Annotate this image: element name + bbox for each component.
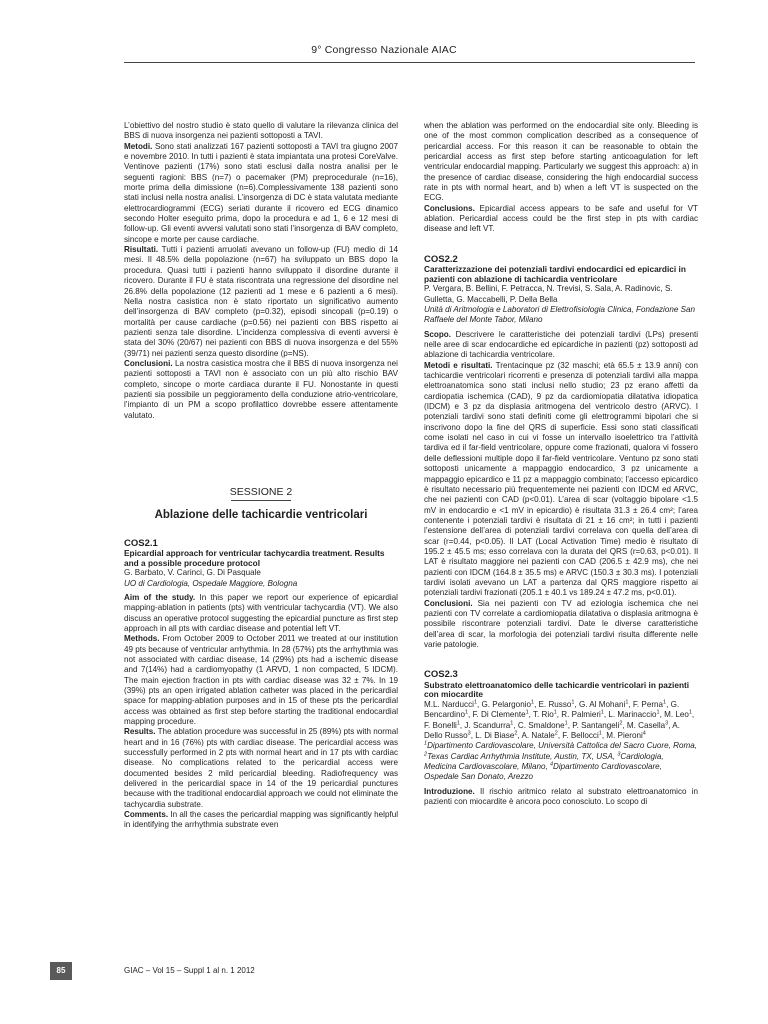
conclusioni-label: Conclusioni. bbox=[124, 358, 173, 368]
aim-text: In this paper we report our experience of epicardial mapping-ablation in patients (pts) with ventricular tachycardia (VT). We also discuss an operative protocol suggesting the epicardial puncture as first step approach in all pts with cardiac disease and potential left VT. bbox=[124, 592, 398, 633]
metodi-text: Sono stati analizzati 167 pazienti sottoposti a TAVI tra giugno 2007 e novembre 2010. In tutti i pazienti è stata impiantata una protesi CoreValve. Ventinove pazienti (17%) sono stati esclusi dalla nostra analisi per le seguenti ragioni: BBS (n=7) o pacemaker (PM) preprocedurale (n=16), morte prima della dimissione (n=6).Complessivamente 138 pazienti sono stati inclusi nella nostra analisi. L’insorgenza di DC è stata valutata mediante elettrocardiogrammi (ECG) seriati durante il ricovero ed ECG dinamico secondo Holter eseguito prima, dopo la procedura e ad 1, 6 e 12 mesi di follow-up. Gli eventi avversi valutati sono stati l’insorgenza di BAV completo, sincope e morte per cause cardiache. bbox=[124, 141, 398, 244]
comments-text: In all the cases the pericardial mapping was significantly helpful in identifying the arrhythmia substrate even bbox=[124, 810, 398, 830]
conclusioni-paragraph bbox=[124, 359, 398, 421]
conclusioni-paragraph bbox=[424, 599, 698, 651]
author: , M. Pieroni bbox=[601, 730, 643, 740]
conclusions-label: Conclusions. bbox=[424, 203, 475, 213]
author: , L. Marinaccio bbox=[603, 710, 657, 720]
author: , C. Smaldone bbox=[513, 720, 565, 730]
affiliation: Dipartimento Cardiovascolare, Università Cattolica del Sacro Cuore, Roma, bbox=[427, 741, 697, 751]
abstract-code: COS2.1 bbox=[124, 537, 158, 549]
session-rule bbox=[231, 500, 291, 501]
session-label: SESSIONE 2 bbox=[229, 485, 293, 498]
risultati-text: Tutti i pazienti arruolati avevano un follow-up (FU) medio di 14 mesi. Il 48.5% della popolazione (n=67) ha sviluppato un BBS dopo la procedura. Quasi tutti i pazienti hanno sviluppato il disordine durante il ricovero. Durante il FU è stata riscontrata una regressione del disordine nel 26.8% della popolazione (12 pazienti ad 1 mese e 6 pazienti a 6 mesi). Nella nostra casistica non è stato riportato un significativo aumento dell’insorgenza di BAV completo (p=0.32), episodi sincopali (p=0.19) o mortalità per cause cardiache (p=0.56) nei pazienti con BBS rispetto ai pazienti senza tale disordine. L’incidenza complessiva di eventi avversi è stata del 30% (20/67) nei pazienti con BBS di nuova insorgenza e del 55% (39/71) nei pazienti senza questo disordine (p=NS). bbox=[124, 245, 398, 358]
scopo-paragraph bbox=[424, 330, 698, 361]
comments-paragraph bbox=[124, 810, 398, 831]
author: , M. Leo bbox=[659, 710, 689, 720]
metodi-risultati-label: Metodi e risultati. bbox=[424, 360, 493, 370]
methods-label: Methods. bbox=[124, 634, 160, 644]
conclusions-text: Epicardial access appears to be safe and useful for VT ablation. Pericardial access could be the first step in pts with cardiac disease and left VT. bbox=[424, 203, 698, 234]
results-label: Results. bbox=[124, 727, 156, 737]
scopo-text: Descrivere le caratteristiche dei potenziali tardivi (LPs) presenti nelle aree di scar endocardiche ed epicardiche in pazienti (pz) sottoposti ad ablazione di tachicardia ventricolare. bbox=[424, 329, 698, 360]
metodi-risultati-paragraph bbox=[424, 361, 698, 599]
affiliation: Dipartimento Cardiovascolare, Ospedale San Donato, Arezzo bbox=[424, 761, 662, 782]
abstract-code: COS2.3 bbox=[424, 669, 458, 681]
abstract-affiliation: $^1$Dipartimento Cardiovascolare, Università Cattolica del Sacro Cuore, Roma, $^2$Texas Cardiac Arrhythmia Institute, Austin, TX, USA, $^3$Cardiologia, Medicina Cardiovascolare, Milano, $^4$Dipartimento Cardiovascolare, Ospedale San Donato, Arezzo bbox=[424, 740, 697, 782]
author: , E. Russo bbox=[534, 699, 572, 709]
conclusioni-text: Sia nei pazienti con TV ad eziologia ischemica che nei pazienti con TV correlate a cardiomiopatia dilatativa o displasia aritmogna è possibile riscontrare potenziali tardivi. Date le diverse caratteristiche dell’area di scar, la morfologia dei potenziali tardivi risulta differente nelle varie patologie. bbox=[424, 598, 698, 649]
metodi-label: Metodi. bbox=[124, 141, 153, 151]
left-column bbox=[124, 121, 398, 831]
affiliation: Cardiologia, Medicina Cardiovascolare, Milano, bbox=[424, 751, 664, 771]
conclusioni-text: La nostra casistica mostra che il BBS di nuova insorgenza nei pazienti sottoposti a TAVI non è associato con un più alto rischio BAV completo, sincope o morte cardiaca durante il FU. Nonostante in questi pazienti sia possibile un peggioramento della conduzione atrio-ventricolare, l’impianto di un PM a scopo profilattico dovrebbe essere attentamente valutato. bbox=[124, 358, 398, 420]
risultati-paragraph bbox=[124, 245, 398, 359]
aim-label: Aim of the study. bbox=[124, 592, 196, 602]
continuation-paragraph: when the ablation was performed on the endocardial site only. Bleeding is one of the most common complication described as a consequence of pericardial access. For this reason it can be reasonable to obtain the pericardial access as first step before starting anticoagulation for left ventricular endocardial mapping. Particularly we suggest this approach: a) in the presence of cardiac disease, considering the high endocardial success rate in pts with normal heart, and b) when a left VT is suspected on the ECG. bbox=[424, 121, 698, 203]
abstract-affiliation: Unità di Aritmologia e Laboratori di Elettrofisiologia Clinica, Fondazione San Raffaele del Monte Tabor, Milano bbox=[424, 305, 695, 325]
introduzione-label: Introduzione. bbox=[424, 786, 475, 796]
author: , M. Casella bbox=[622, 720, 666, 730]
author: , F. Bellocci bbox=[557, 730, 599, 740]
risultati-label: Risultati. bbox=[124, 245, 159, 255]
abstract-affiliation: UO di Cardiologia, Ospedale Maggiore, Bologna bbox=[124, 578, 298, 588]
author: , T. Rio bbox=[528, 710, 554, 720]
comments-label: Comments. bbox=[124, 810, 169, 820]
introduzione-text: Il rischio aritmico relato al substrato elettroanatomico in pazienti con miocardite è ancora poco conosciuto. Lo scopo di bbox=[424, 786, 698, 806]
abstract-code: COS2.2 bbox=[424, 253, 458, 265]
author: , F. Di Clemente bbox=[468, 710, 526, 720]
author: , A. Dello Russo bbox=[424, 720, 680, 740]
header-rule bbox=[124, 62, 695, 63]
author: , F. Bonelli bbox=[424, 710, 695, 730]
methods-text: From October 2009 to October 2011 we treated at our institution 49 pts because of ventricular arrhythmia. In 28 (57%) pts the arrhythmia was not associated with cardiac disease, 14 (29%) pts had a ischemic disease and 7(14%) had a cardiomyopathy (1 ARVD, 1 non compacted, 5 IDCM). The main ejection fraction in pts with cardiac disease was 32 ± 7%. In 19 (39%) pts an open irrigated ablation catheter was placed in the pericardial space for mapping-ablation purposes and in 15 of these pts the pericardial access was obtained as first step before starting the traditional endocardial mapping procedure. bbox=[124, 634, 398, 726]
abstract-authors: M.L. Narducci$^1$, G. Pelargonio$^1$, E. Russo$^1$, G. Al Mohani$^1$, F. Perna$^1$, G. Bencardino$^1$, F. Di Clemente$^1$, T. Rio$^1$, R. Palmieri$^1$, L. Marinaccio$^1$, M. Leo$^1$, F. Bonelli$^1$, J. Scandurra$^1$, C. Smaldone$^1$, P. Santangeli$^2$, M. Casella$^3$, A. Dello Russo$^3$, L. Di Biase$^2$, A. Natale$^2$, F. Bellocci$^1$, M. Pieroni$^4$ bbox=[424, 699, 695, 740]
abstract-authors: P. Vergara, B. Bellini, F. Petracca, N. Trevisi, S. Sala, A. Radinovic, S. Gulletta, G. Maccabelli, P. Della Bella bbox=[424, 284, 673, 304]
abstract-authors: G. Barbato, V. Carinci, G. Di Pasquale bbox=[124, 568, 261, 578]
author: , P. Santangeli bbox=[567, 720, 620, 730]
results-paragraph bbox=[124, 727, 398, 810]
metodi-paragraph bbox=[124, 142, 398, 245]
affiliation: Texas Cardiac Arrhythmia Institute, Austin, TX, USA, bbox=[427, 751, 618, 761]
metodi-risultati-text: Trentacinque pz (32 maschi; età 65.5 ± 13.9 anni) con tachicardie ventricolari ricorrenti e presenza di potenziali tardivi alla mappa elettroanatomica sono stati inclusi nello studio; 23 pz erano affetti da cardiopatia ischemica (CAD), 9 pz da cardiomiopatia dilatativa idiopatica (IDCM) e 3 pz da displasia aritmogena del ventricolo destro (ARVC). I potenziali tardivi sono stati definiti come gli elettrogrammi bipolari che si inscrivono dopo la fine del QRS di superficie. Essi sono stati classificati come isolati nel caso in cui vi fosse un intervallo isoelettrico tra l’attività tardiva ed il far-field ventricolare, oppure come frazionati, qualora vi fossero delle deflessioni multiple dopo il far-field ventricolare. Ventuno pz sono stati sottoposti unicamente a mappaggio endocardico, 3 pz unicamente a mappaggio epicardico e 11 pz a mappaggio combinato; l’accesso epicardico è risultato necessario più frequentemente nei pazienti con IDCM ed ARVC, che nei pazienti con CAD (p<0.01). L’area di scar (voltaggio bipolare <1.5 mV in endocardio e <1 mV in epicardio) è risultata 31.3 ± 26.4 cm²; l’area contenente i potenziali tardivi è risultata di 21 ± 16 cm²; in tutti i pazienti l’estensione dell’area di potenziali tardivi correlava con quella dell’area di scar (r=0.44, p<0.05). Il LAT (Local Activation Time) medio è risultato di 195.2 ± 45.5 ms; esso correlava con la durata del QRS (r=0.63, p<0.01). Il LAT è risultato maggiore nei pazienti con CAD (206.5 ± 42.9 ms), che nei pazienti con IDCM (164.8 ± 35.5 ms) e ARVC (150.3 ± 30.3 ms). I potenziali tardivi isolati avevano un LAT a partenza dal QRS maggiore rispetto ai potenziali tardivi frazionati (205.1 ± 40.1 vs 189.24 ± 47.2 ms, p<0.01). bbox=[424, 360, 698, 598]
author: , G. Pelargonio bbox=[477, 699, 531, 709]
author: , J. Scandurra bbox=[459, 720, 511, 730]
author: , G. Al Mohani bbox=[574, 699, 626, 709]
results-text: The ablation procedure was successful in 25 (89%) pts with normal heart and in 16 (76%) pts with cardiac disease. The pericardial access was successfully performed in 2 pts with normal heart and in 17 pts with cardiac disease. No complications related to the pericardial access were documented besides 2 mild pericardial bleeding. Radiofrequency was delivered in the pericardial space in 14 of the 19 pericardial punctures because with the traditional endocardial approach we could not eliminate the tachycardia substrate. bbox=[124, 727, 399, 809]
right-column bbox=[424, 121, 698, 807]
author: , F. Perna bbox=[628, 699, 664, 709]
author: , R. Palmieri bbox=[556, 710, 601, 720]
introduzione-paragraph bbox=[424, 787, 698, 808]
page-number-badge: 85 bbox=[50, 962, 72, 980]
author: , G. Bencardino bbox=[424, 699, 680, 720]
scopo-label: Scopo. bbox=[424, 329, 451, 339]
author: M.L. Narducci bbox=[424, 699, 474, 709]
running-header: 9° Congresso Nazionale AIAC bbox=[311, 44, 457, 56]
methods-paragraph bbox=[124, 634, 398, 727]
abstract-title: Substrato elettroanatomico delle tachicardie ventricolari in pazienti con miocardite bbox=[424, 679, 690, 700]
session-title: Ablazione delle tachicardie ventricolari bbox=[154, 509, 368, 522]
conclusioni-label: Conclusioni. bbox=[424, 598, 473, 608]
journal-citation: GIAC – Vol 15 – Suppl 1 al n. 1 2012 bbox=[124, 966, 255, 975]
aim-paragraph bbox=[124, 593, 398, 634]
author: , A. Natale bbox=[517, 730, 555, 740]
intro-paragraph: L’obiettivo del nostro studio è stato quello di valutare la rilevanza clinica del BBS di nuova insorgenza nei pazienti sottoposti a TAVI. bbox=[124, 121, 398, 141]
conclusions-paragraph bbox=[424, 204, 698, 235]
abstract-title: Epicardial approach for ventricular tachycardia treatment. Results and a possible procedure protocol bbox=[124, 548, 385, 568]
abstract-title: Caratterizzazione dei potenziali tardivi endocardici ed epicardici in pazienti con ablazione di tachicardia ventricolare bbox=[424, 264, 686, 284]
author: , L. Di Biase bbox=[470, 730, 515, 740]
